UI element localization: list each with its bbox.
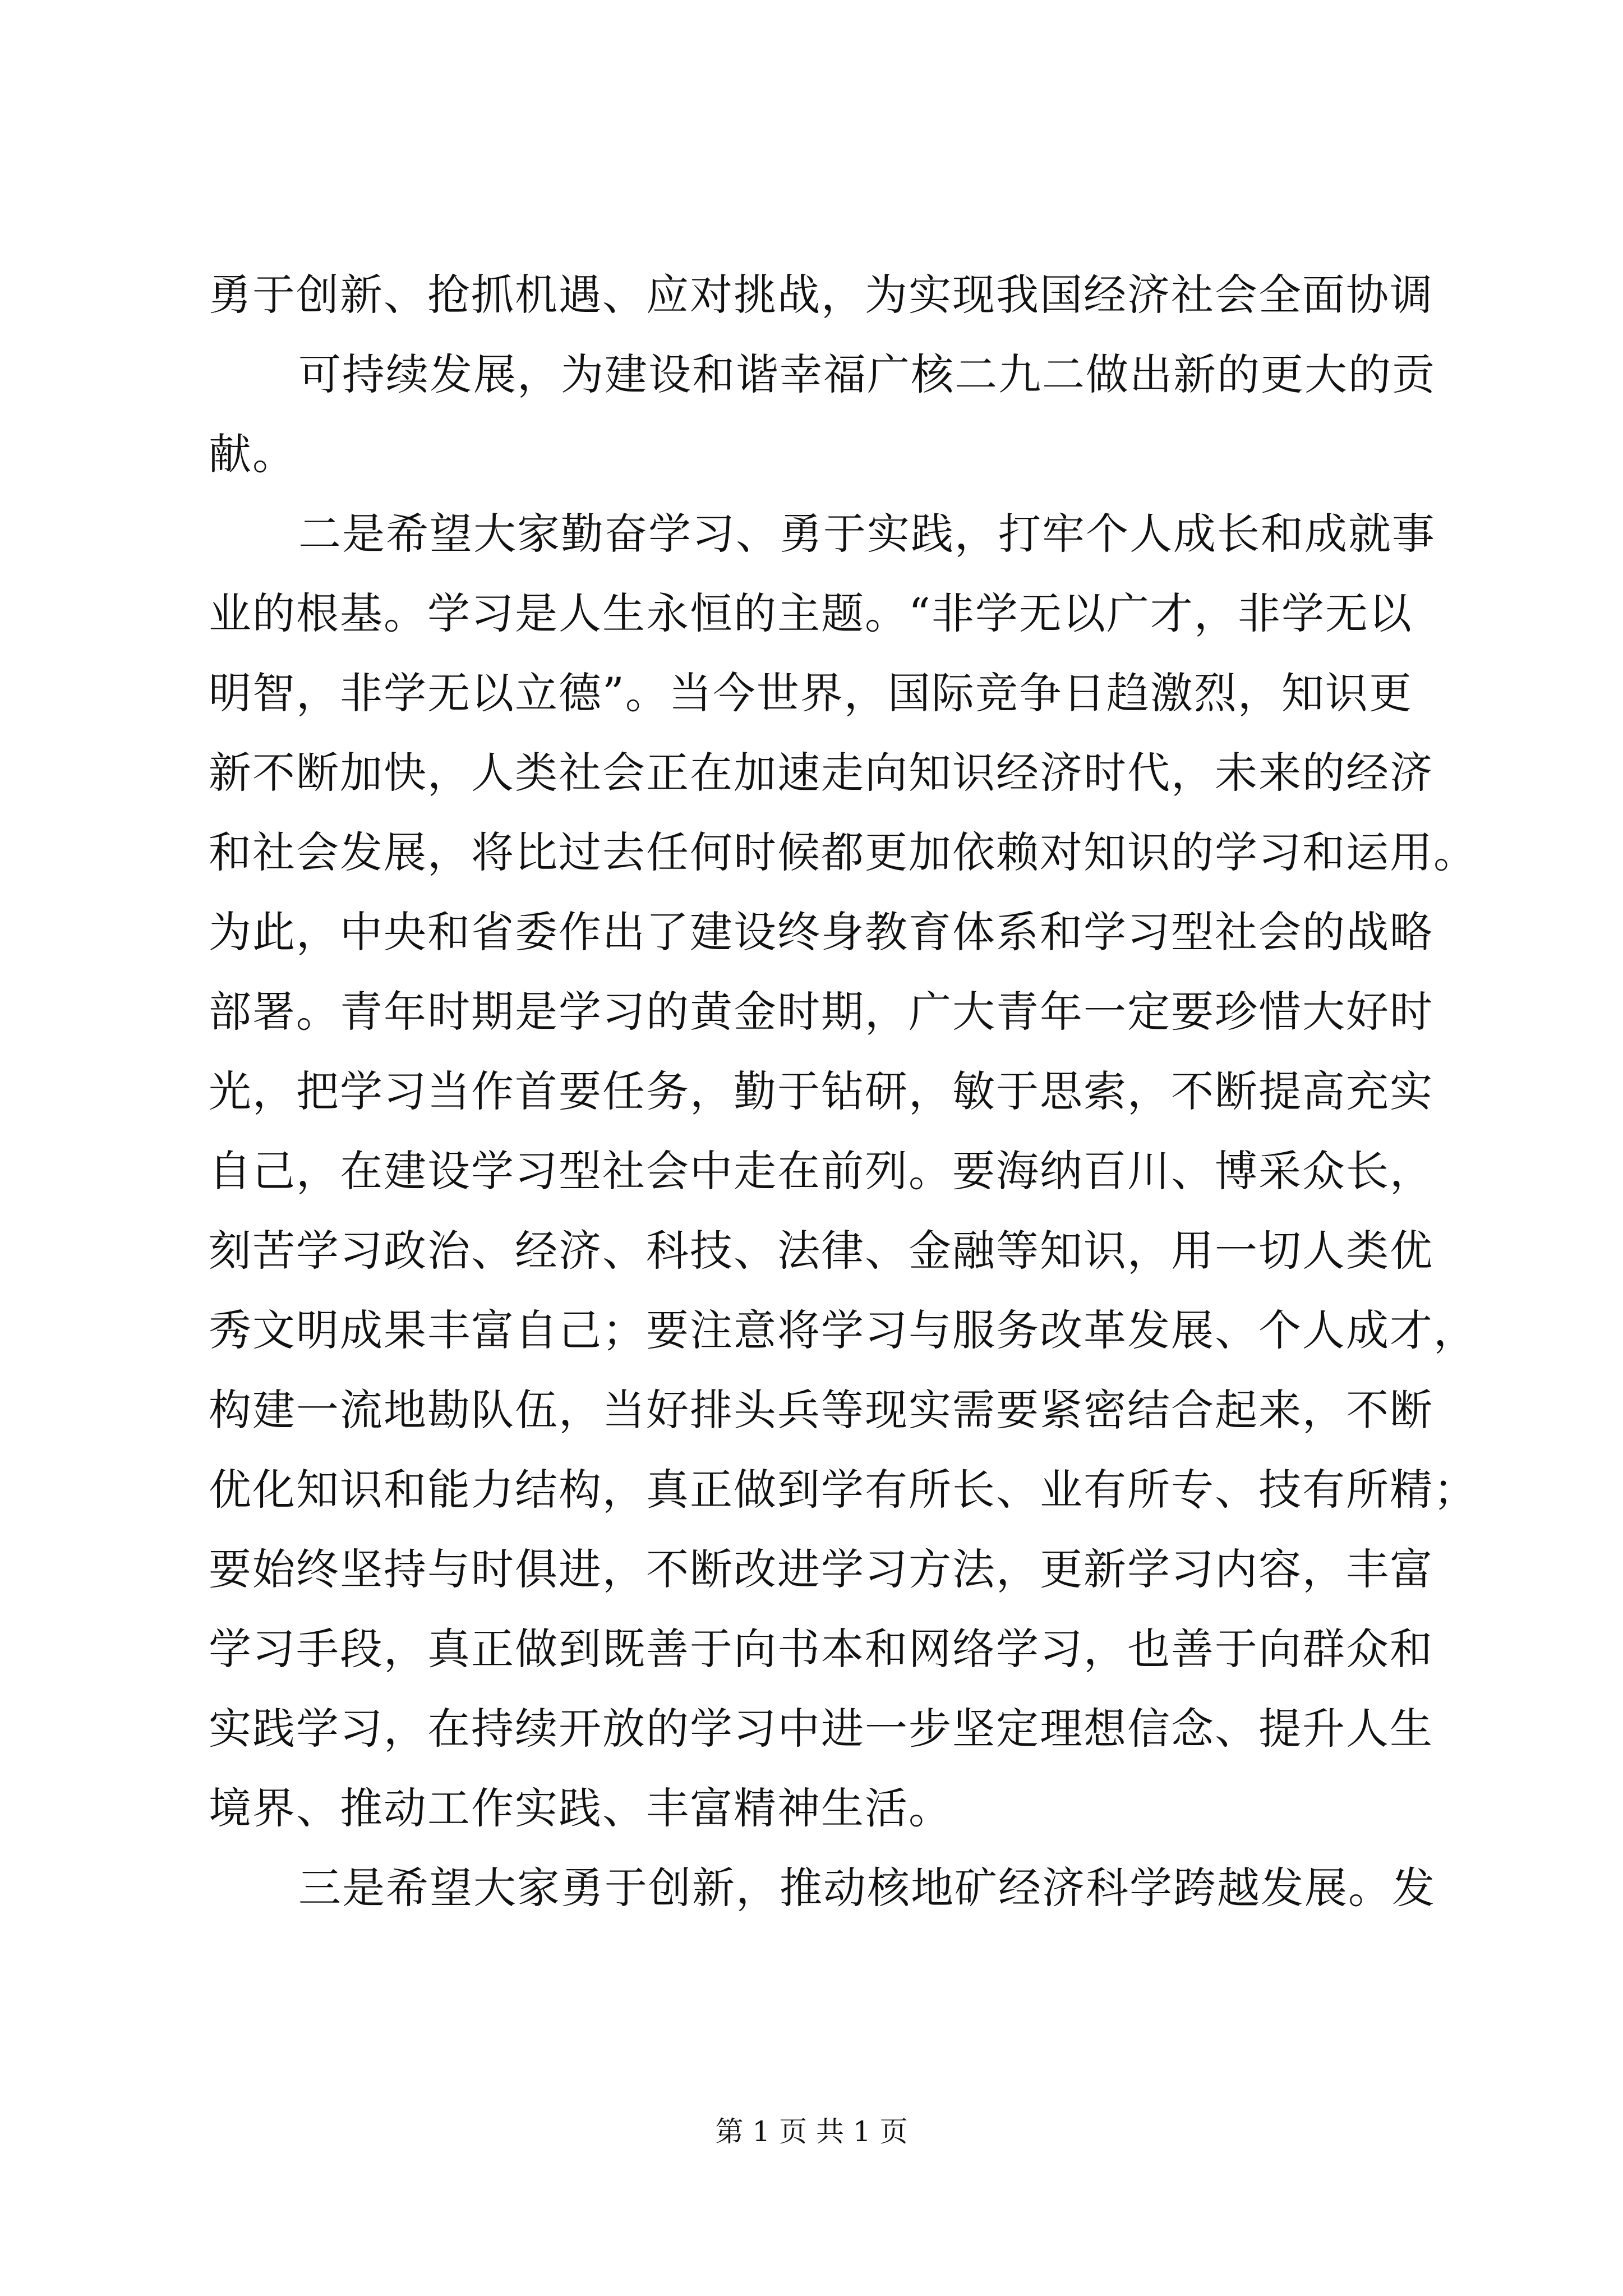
text-line-17: 要始终坚持与时俱进，不断改进学习方法，更新学习内容，丰富	[209, 1544, 1433, 1594]
text-line-20: 境界、推动工作实践、丰富精神生活。	[209, 1783, 952, 1833]
text-line-16: 优化知识和能力结构，真正做到学有所长、业有所专、技有所精；	[209, 1465, 1477, 1515]
text-line-2: 可持续发展，为建设和谐幸福广核二九二做出新的更大的贡	[298, 349, 1436, 399]
text-line-9: 为此，中央和省委作出了建设终身教育体系和学习型社会的战略	[209, 907, 1433, 957]
text-line-11: 光，把学习当作首要任务，勤于钻研，敏于思索，不断提高充实	[209, 1066, 1433, 1116]
text-line-18: 学习手段，真正做到既善于向书本和网络学习，也善于向群众和	[209, 1624, 1433, 1674]
text-line-7: 新不断加快，人类社会正在加速走向知识经济时代，未来的经济	[209, 748, 1433, 798]
text-line-10: 部署。青年时期是学习的黄金时期，广大青年一定要珍惜大好时	[209, 987, 1433, 1037]
text-line-13: 刻苦学习政治、经济、科技、法律、金融等知识，用一切人类优	[209, 1226, 1433, 1276]
text-line-5: 业的根基。学习是人生永恒的主题。“非学无以广才，非学无以	[209, 588, 1413, 638]
text-line-1: 勇于创新、抢抓机遇、应对挑战，为实现我国经济社会全面协调	[209, 270, 1433, 320]
document-body	[209, 255, 1477, 1928]
page-footer	[0, 2112, 1623, 2151]
text-line-6: 明智，非学无以立德”。当今世界，国际竞争日趋激烈，知识更	[209, 668, 1413, 718]
text-line-14: 秀文明成果丰富自己；要注意将学习与服务改革发展、个人成才，	[209, 1305, 1477, 1355]
text-line-15: 构建一流地勘队伍，当好排头兵等现实需要紧密结合起来，不断	[209, 1385, 1433, 1435]
page-number-label: 第 1 页 共 1 页	[715, 2115, 908, 2148]
text-line-3: 献。	[209, 429, 296, 479]
text-line-21: 三是希望大家勇于创新，推动核地矿经济科学跨越发展。发	[298, 1863, 1436, 1913]
text-line-8: 和社会发展，将比过去任何时候都更加依赖对知识的学习和运用。	[209, 827, 1477, 877]
text-line-4: 二是希望大家勤奋学习、勇于实践，打牢个人成长和成就事	[298, 509, 1436, 559]
text-line-12: 自己，在建设学习型社会中走在前列。要海纳百川、博采众长，	[209, 1146, 1433, 1196]
text-line-19: 实践学习，在持续开放的学习中进一步坚定理想信念、提升人生	[209, 1704, 1433, 1754]
